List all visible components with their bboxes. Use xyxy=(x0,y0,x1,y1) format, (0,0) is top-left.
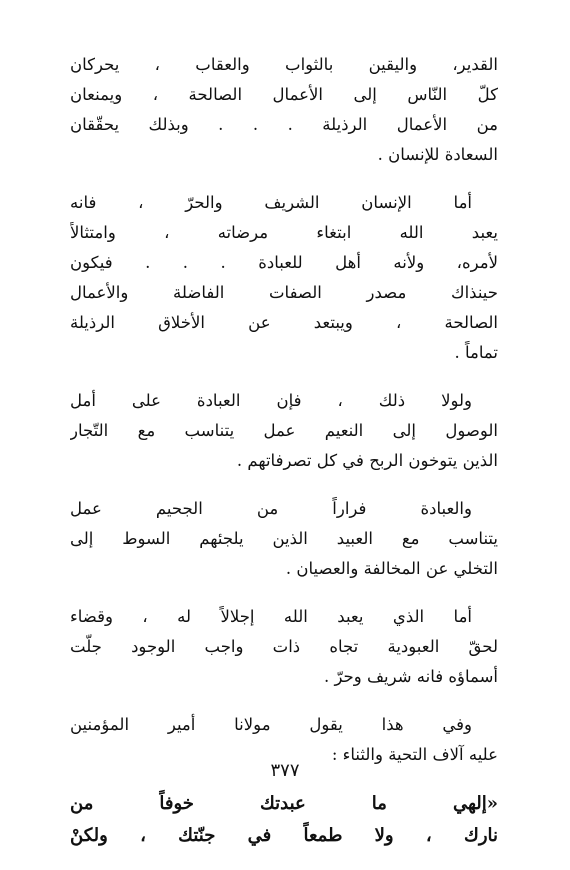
text-line: حينذاك مصدر الصفات الفاضلة والأعمال xyxy=(70,283,498,302)
text-line: أسماؤه فانه شريف وحرّ . xyxy=(323,667,498,686)
text-line: أما الإنسان الشريف والحرّ ، فانه xyxy=(70,193,472,212)
paragraph-5 xyxy=(70,602,498,692)
text-line: يتناسب مع العبيد الذين يلجئهم السوط إلى xyxy=(70,529,498,548)
paragraph-3 xyxy=(70,386,498,476)
text-line: ولولا ذلك ، فإن العبادة على أمل xyxy=(70,391,472,410)
text-line: وفي هذا يقول مولانا أمير المؤمنين xyxy=(70,715,472,734)
text-line: القدير، واليقين بالثواب والعقاب ، يحركان xyxy=(70,55,498,74)
text-line: الصالحة ، ويبتعد عن الأخلاق الرذيلة xyxy=(70,313,498,332)
text-line: أما الذي يعبد الله إجلالاً له ، وقضاء xyxy=(70,607,472,626)
paragraph-4 xyxy=(70,494,498,584)
page-body xyxy=(70,50,498,870)
quote-line: نارك ، ولا طمعاً في جنّتك ، ولكنْ xyxy=(70,825,498,846)
paragraph-2 xyxy=(70,188,498,368)
paragraph-1 xyxy=(70,50,498,170)
text-line: السعادة للإنسان . xyxy=(377,145,498,164)
text-line: كلّ النّاس إلى الأعمال الصالحة ، ويمنعان xyxy=(70,85,498,104)
text-line: لأمره، ولأنه أهل للعبادة . . . فيكون xyxy=(70,253,498,272)
page-number: ٣٧٧ xyxy=(270,760,300,781)
quote-line: «إلهي ما عبدتك خوفاً من xyxy=(70,793,498,814)
text-line: والعبادة فراراً من الجحيم عمل xyxy=(70,499,472,518)
text-line: الذين يتوخون الربح في كل تصرفاتهم . xyxy=(236,451,498,470)
hadith-quote xyxy=(70,788,498,852)
text-line: التخلي عن المخالفة والعصيان . xyxy=(285,559,498,578)
text-line: الوصول إلى النعيم عمل يتناسب مع التّجار xyxy=(70,421,498,440)
text-line: عليه آلاف التحية والثناء : xyxy=(331,745,498,764)
text-line: تماماً . xyxy=(454,343,498,362)
text-line: يعبد الله ابتغاء مرضاته ، وامتثالاً xyxy=(70,223,498,242)
text-line: لحقّ العبودية تجاه ذات واجب الوجود جلّت xyxy=(70,637,498,656)
text-line: من الأعمال الرذيلة . . . وبذلك يحقّقان xyxy=(70,115,498,134)
